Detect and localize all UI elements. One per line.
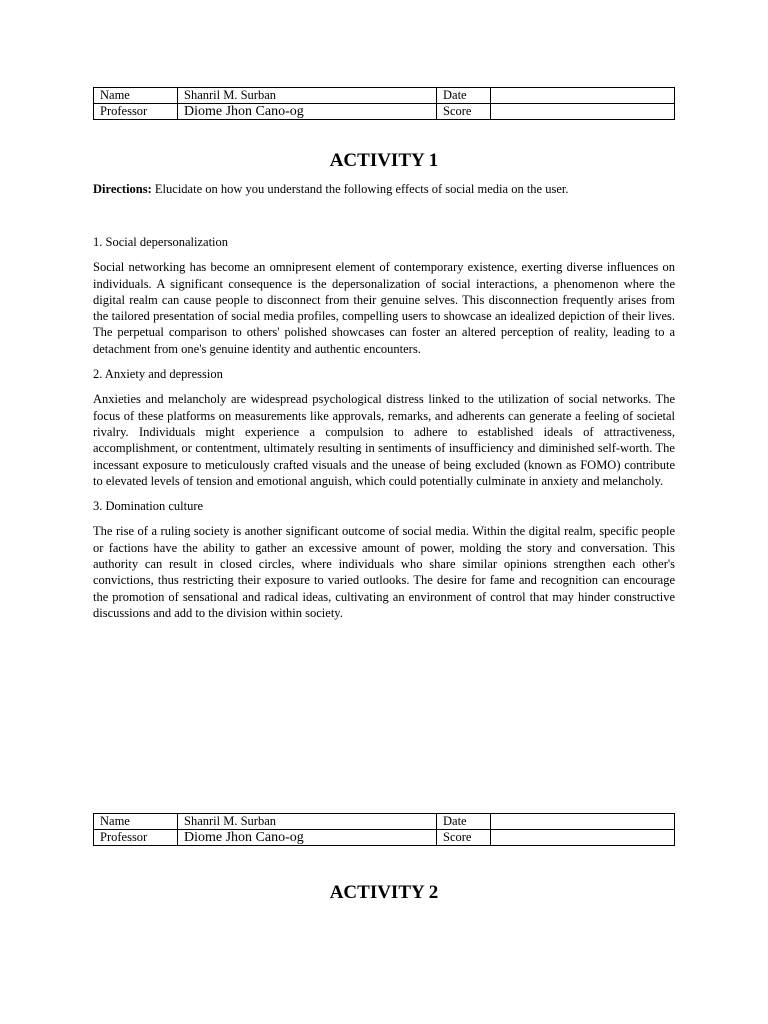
date-value — [491, 88, 675, 104]
score-label: Score — [437, 104, 491, 120]
date-label: Date — [437, 814, 491, 830]
student-info-table — [93, 87, 675, 120]
name-value: Shanril M. Surban — [178, 814, 437, 830]
activity-1-title: ACTIVITY 1 — [329, 150, 439, 171]
date-value — [491, 814, 675, 830]
professor-label: Professor — [94, 830, 178, 846]
name-label: Name — [94, 814, 178, 830]
activity-1-content — [93, 234, 675, 621]
score-value — [491, 830, 675, 846]
score-value — [491, 104, 675, 120]
directions — [93, 181, 675, 197]
name-label: Name — [94, 88, 178, 104]
section-3-body: The rise of a ruling society is another significant outcome of social media. Within the digital realm, specific people or factions have the ability to gather an excessive amount of power, molding the story and conversation. This authority can result in closed circles, where individuals who share similar opinions strengthen each other's convictions, thus restricting their exposure to varied outlooks. The desire for fame and recognition can encourage the promotion of sensational and radical ideas, cultivating an environment of control that may hinder constructive discussions and add to the division within society. — [93, 524, 675, 620]
date-label: Date — [437, 88, 491, 104]
activity-2-title: ACTIVITY 2 — [329, 882, 439, 903]
table-row — [94, 830, 675, 846]
professor-value: Diome Jhon Cano-og — [178, 830, 437, 846]
section-2-body: Anxieties and melancholy are widespread psychological distress linked to the utilization of social networks. The focus of these platforms on measurements like approvals, remarks, and adherents can generate a feeling of societal rivalry. Individuals might experience a compulsion to adhere to established ideals of attractiveness, accomplishment, or contentment, ultimately resulting in sentiments of insufficiency and diminished self-worth. The incessant exposure to meticulously crafted visuals and the unease of being excluded (known as FOMO) contribute to elevated levels of tension and emotional anguish, which could potentially culminate in anxiety and melancholy. — [93, 392, 675, 488]
professor-value: Diome Jhon Cano-og — [178, 104, 437, 120]
section-2-title: 2. Anxiety and depression — [93, 367, 223, 382]
professor-label: Professor — [94, 104, 178, 120]
directions-label: Directions: — [93, 182, 152, 196]
student-info-table-2 — [93, 813, 675, 846]
name-value: Shanril M. Surban — [178, 88, 437, 104]
section-1-title: 1. Social depersonalization — [93, 235, 229, 249]
table-row — [94, 88, 675, 104]
section-1-body: Social networking has become an omnipresent element of contemporary existence, exerting diverse influences on individuals. A significant consequence is the depersonalization of social interactions, a phenomenon where the digital realm can cause people to disconnect from their genuine selves. This disconnection frequently arises from the tailored presentation of social media profiles, compelling users to showcase an idealized depiction of their lives. The perpetual comparison to others' polished showcases can foster an altered perception of reality, leading to a detachment from one's genuine identity and authentic encounters. — [93, 260, 675, 356]
directions-text: Elucidate on how you understand the following effects of social media on the user. — [151, 182, 569, 196]
section-3-title: 3. Domination culture — [93, 499, 204, 514]
score-label: Score — [437, 830, 491, 846]
table-row — [94, 814, 675, 830]
table-row — [94, 104, 675, 120]
